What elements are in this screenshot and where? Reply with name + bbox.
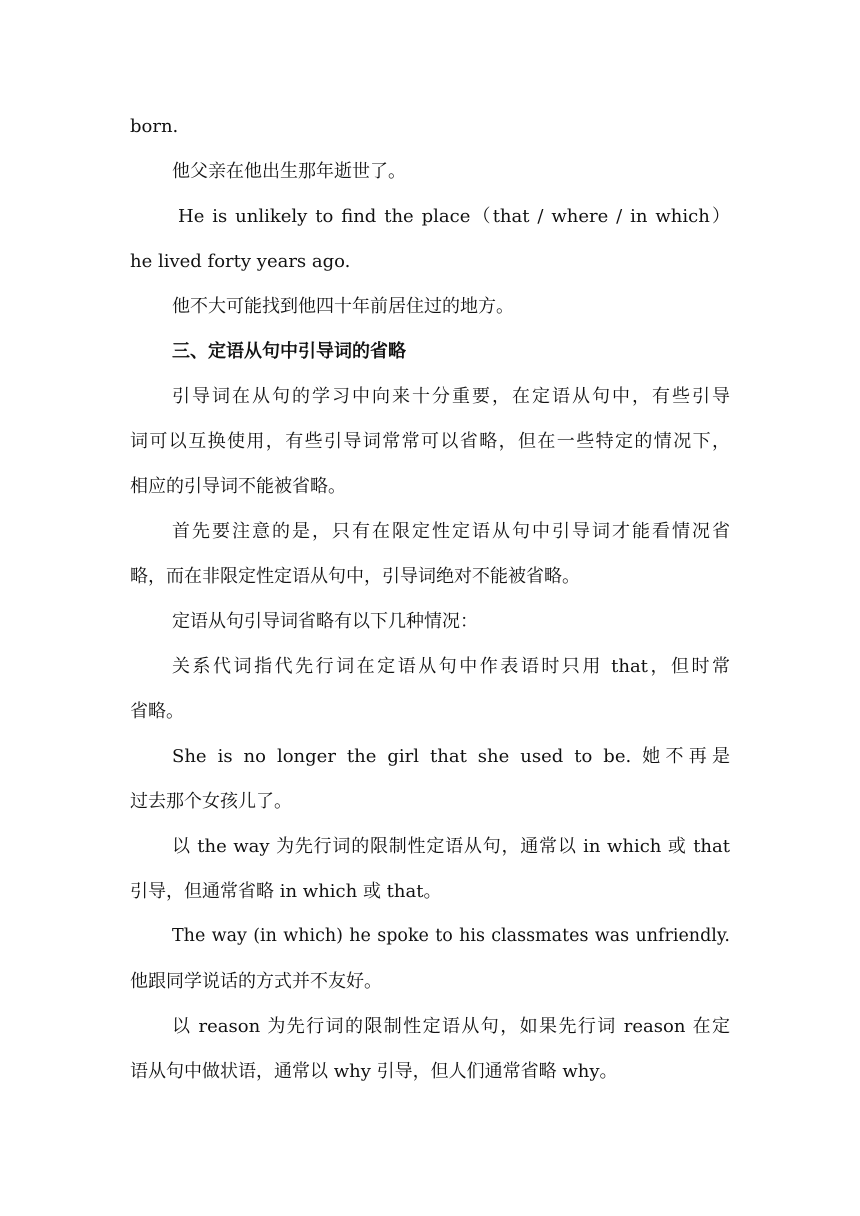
- text-line: 以 reason 为先行词的限制性定语从句，如果先行词 reason 在定: [172, 1016, 730, 1037]
- text-line: 关系代词指代先行词在定语从句中作表语时只用 that，但时常: [172, 656, 730, 677]
- text-line: 他父亲在他出生那年逝世了。: [172, 161, 406, 182]
- text-line: 语从句中做状语，通常以 why 引导，但人们通常省略 why。: [130, 1061, 618, 1082]
- text-line: 引导，但通常省略 in which 或 that。: [130, 881, 442, 902]
- text-line: 相应的引导词不能被省略。: [130, 476, 346, 497]
- text-line: 省略。: [130, 701, 184, 722]
- text-line: He is unlikely to find the place（that / where / in which）: [178, 206, 730, 227]
- text-line: She is no longer the girl that she used to be. 她不再是: [172, 746, 730, 767]
- document-page: [130, 104, 730, 1094]
- text-line: he lived forty years ago.: [130, 251, 351, 272]
- text-line: 他跟同学说话的方式并不友好。: [130, 971, 382, 992]
- text-line: The way (in which) he spoke to his classmates was unfriendly.: [172, 926, 730, 946]
- text-line: 略，而在非限定性定语从句中，引导词绝对不能被省略。: [130, 566, 580, 587]
- text-line: 他不大可能找到他四十年前居住过的地方。: [172, 296, 514, 317]
- text-line: 以 the way 为先行词的限制性定语从句，通常以 in which 或 that: [172, 836, 730, 857]
- section-heading: 三、定语从句中引导词的省略: [172, 341, 406, 362]
- text-line: 定语从句引导词省略有以下几种情况：: [172, 611, 478, 632]
- text-line: born.: [130, 116, 179, 137]
- text-line: 过去那个女孩儿了。: [130, 791, 292, 812]
- text-line: 引导词在从句的学习中向来十分重要，在定语从句中，有些引导: [172, 386, 730, 407]
- text-line: 首先要注意的是，只有在限定性定语从句中引导词才能看情况省: [172, 521, 730, 542]
- text-line: 词可以互换使用，有些引导词常常可以省略，但在一些特定的情况下，: [130, 431, 730, 452]
